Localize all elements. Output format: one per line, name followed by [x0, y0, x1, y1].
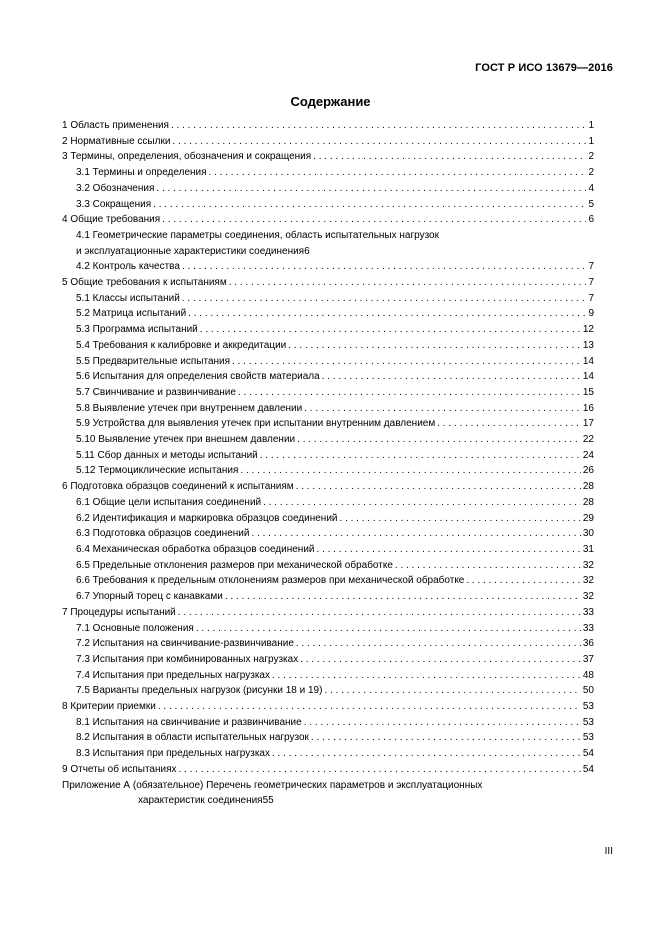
toc-entry-label: 6.6 Требования к предельным отклонениям размеров при механической обработке — [76, 575, 465, 587]
toc-entry-label: 6.3 Подготовка образцов соединений — [76, 528, 250, 540]
toc-entry[interactable] — [62, 291, 594, 307]
toc-leader-dots — [182, 291, 587, 307]
toc-entry[interactable] — [62, 479, 594, 495]
toc-entry-label: 3 Термины, определения, обозначения и сокращения — [62, 151, 312, 163]
toc-entry-page: 54 — [582, 763, 594, 775]
toc-entry[interactable] — [62, 762, 594, 778]
toc-entry[interactable] — [62, 432, 594, 448]
toc-leader-dots — [209, 165, 587, 181]
toc-entry-page: 2 — [588, 167, 594, 179]
toc-entry-label: 6.5 Предельные отклонения размеров при механической обработке — [76, 559, 393, 571]
toc-entry[interactable] — [62, 448, 594, 464]
toc-entry-page: 30 — [582, 528, 594, 540]
toc-entry-page: 54 — [582, 748, 594, 760]
page-title: Содержание — [290, 94, 371, 109]
toc-entry-label: 5.2 Матрица испытаний — [76, 308, 187, 320]
toc-entry-label: 7.3 Испытания при комбинированных нагрузках — [76, 653, 299, 665]
toc-entry-label: 2 Нормативные ссылки — [62, 135, 171, 147]
toc-entry-label: 5.6 Испытания для определения свойств материала — [76, 371, 320, 383]
toc-entry-page: 55 — [262, 795, 274, 807]
toc-leader-dots — [297, 432, 581, 448]
toc-entry[interactable] — [62, 306, 594, 322]
toc-entry-page: 28 — [582, 496, 594, 508]
toc-leader-dots — [311, 730, 581, 746]
toc-entry-label: 5 Общие требования к испытаниям — [62, 277, 227, 289]
toc-entry-label: 5.10 Выявление утечек при внешнем давлении — [76, 434, 296, 446]
toc-leader-dots — [178, 605, 581, 621]
toc-entry-label: 3.1 Термины и определения — [76, 167, 207, 179]
toc-leader-dots — [437, 416, 581, 432]
toc-entry-label: 8.1 Испытания на свинчивание и развинчивание — [76, 716, 302, 728]
toc-entry[interactable] — [62, 275, 594, 291]
toc-entry-page: 15 — [582, 386, 594, 398]
toc-leader-dots — [313, 149, 586, 165]
toc-entry-page: 33 — [582, 606, 594, 618]
toc-entry-label: 4.2 Контроль качества — [76, 261, 180, 273]
toc-entry[interactable] — [62, 463, 594, 479]
toc-entry[interactable] — [62, 118, 594, 134]
toc-entry[interactable] — [62, 511, 594, 527]
toc-entry[interactable] — [62, 212, 594, 228]
toc-entry-page: 5 — [588, 198, 594, 210]
toc-entry-label: 6.4 Механическая обработка образцов соединений — [76, 543, 315, 555]
toc-entry-label: 7.5 Варианты предельных нагрузок (рисунки 18 и 19) — [76, 685, 323, 697]
toc-entry[interactable] — [62, 165, 594, 181]
toc-entry-page: 6 — [588, 214, 594, 226]
toc-entry-page: 33 — [582, 622, 594, 634]
toc-leader-dots — [156, 181, 586, 197]
toc-entry[interactable] — [62, 495, 594, 511]
toc-entry-page: 37 — [582, 653, 594, 665]
toc-leader-dots — [324, 683, 580, 699]
toc-entry[interactable] — [62, 683, 594, 699]
toc-entry-page: 32 — [582, 559, 594, 571]
toc-leader-dots — [238, 385, 581, 401]
toc-entry-appendix[interactable] — [62, 778, 594, 809]
toc-entry[interactable] — [62, 621, 594, 637]
toc-entry[interactable] — [62, 416, 594, 432]
toc-entry-label: 8.2 Испытания в области испытательных нагрузок — [76, 732, 309, 744]
toc-entry[interactable] — [62, 354, 594, 370]
page-number: III — [604, 846, 613, 857]
toc-entry-label-line2: характеристик соединения — [138, 795, 263, 807]
toc-entry-label: 1 Область применения — [62, 120, 169, 131]
toc-leader-dots — [162, 212, 586, 228]
document-header: ГОСТ Р ИСО 13679—2016 — [475, 62, 613, 74]
toc-entry[interactable] — [62, 385, 594, 401]
toc-entry-label: 3.3 Сокращения — [76, 198, 152, 210]
toc-entry[interactable] — [62, 605, 594, 621]
toc-entry-page: 17 — [582, 418, 594, 430]
toc-leader-dots — [229, 275, 587, 291]
toc-leader-dots — [272, 746, 581, 762]
toc-leader-dots — [340, 511, 581, 527]
toc-entry-page: 1 — [588, 120, 594, 131]
toc-entry-page: 28 — [582, 481, 594, 493]
toc-entry-page: 53 — [582, 701, 594, 713]
toc-entry-label: 7.4 Испытания при предельных нагрузках — [76, 669, 270, 681]
toc-entry[interactable] — [62, 730, 594, 746]
toc-entry-page: 36 — [582, 638, 594, 650]
table-of-contents — [62, 118, 594, 809]
toc-entry[interactable] — [62, 558, 594, 574]
toc-leader-dots — [182, 259, 586, 275]
toc-leader-dots — [317, 542, 581, 558]
toc-entry-page: 9 — [588, 308, 594, 320]
toc-entry[interactable] — [62, 401, 594, 417]
toc-entry-label: 5.5 Предварительные испытания — [76, 355, 231, 367]
toc-leader-dots — [322, 369, 581, 385]
toc-entry[interactable] — [62, 149, 594, 165]
toc-entry[interactable] — [62, 134, 594, 150]
toc-leader-dots — [225, 589, 581, 605]
toc-entry-page: 6 — [304, 245, 310, 257]
toc-entry-label: 5.3 Программа испытаний — [76, 324, 198, 336]
toc-entry-label: 5.11 Сбор данных и методы испытаний — [76, 449, 258, 461]
toc-entry-page: 14 — [582, 355, 594, 367]
toc-leader-dots — [300, 652, 581, 668]
toc-entry-page: 32 — [582, 575, 594, 587]
toc-entry-label: 6.2 Идентификация и маркировка образцов соединений — [76, 512, 338, 524]
toc-entry[interactable] — [62, 573, 594, 589]
toc-entry[interactable] — [62, 668, 594, 684]
toc-entry-label-line1: 4.1 Геометрические параметры соединения, область испытательных нагрузок — [76, 229, 439, 241]
toc-entry[interactable] — [62, 322, 594, 338]
toc-entry-page: 22 — [582, 434, 594, 446]
toc-entry[interactable] — [62, 652, 594, 668]
toc-leader-dots — [171, 118, 586, 134]
toc-entry[interactable] — [62, 259, 594, 275]
toc-entry-page: 7 — [588, 292, 594, 304]
toc-entry-page: 48 — [582, 669, 594, 681]
toc-leader-dots — [196, 621, 581, 637]
toc-entry-page: 50 — [582, 685, 594, 697]
toc-leader-dots — [296, 479, 581, 495]
toc-entry-page: 16 — [582, 402, 594, 414]
toc-leader-dots — [251, 526, 580, 542]
toc-entry[interactable] — [62, 589, 594, 605]
toc-entry[interactable] — [62, 197, 594, 213]
toc-entry[interactable] — [62, 715, 594, 731]
toc-leader-dots — [304, 401, 581, 417]
toc-entry[interactable] — [62, 228, 594, 259]
toc-leader-dots — [179, 762, 581, 778]
toc-entry-label: 6.7 Упорный торец с канавками — [76, 591, 223, 603]
toc-leader-dots — [153, 197, 586, 213]
toc-entry-label: 5.4 Требования к калибровке и аккредитации — [76, 339, 287, 351]
toc-entry-label: 7 Процедуры испытаний — [62, 606, 176, 618]
toc-entry[interactable] — [62, 181, 594, 197]
toc-entry-label: 8 Критерии приемки — [62, 701, 156, 713]
toc-entry-label: 7.1 Основные положения — [76, 622, 194, 634]
toc-entry-page: 24 — [582, 449, 594, 461]
toc-entry-label-line2: и эксплуатационные характеристики соединения — [76, 245, 305, 257]
toc-entry-page: 7 — [588, 261, 594, 273]
toc-leader-dots — [296, 636, 581, 652]
toc-entry-label: 8.3 Испытания при предельных нагрузках — [76, 748, 270, 760]
toc-entry-page: 7 — [588, 277, 594, 289]
toc-entry-label: 6.1 Общие цели испытания соединений — [76, 496, 262, 508]
toc-leader-dots — [240, 463, 580, 479]
toc-leader-dots — [395, 558, 581, 574]
toc-entry[interactable] — [62, 636, 594, 652]
toc-entry-label: 5.7 Свинчивание и развинчивание — [76, 386, 236, 398]
toc-entry-page: 53 — [582, 732, 594, 744]
toc-entry[interactable] — [62, 542, 594, 558]
toc-entry-page: 31 — [582, 543, 594, 555]
toc-entry-label-line1: Приложение А (обязательное) Перечень геометрических параметров и эксплуатационных — [62, 779, 483, 791]
toc-entry[interactable] — [62, 699, 594, 715]
toc-entry[interactable] — [62, 338, 594, 354]
toc-entry-page: 13 — [582, 339, 594, 351]
toc-leader-dots — [188, 306, 586, 322]
toc-entry-page: 1 — [588, 135, 594, 147]
toc-entry-label: 5.8 Выявление утечек при внутреннем давлении — [76, 402, 303, 414]
toc-entry-page: 29 — [582, 512, 594, 524]
toc-leader-dots — [288, 338, 581, 354]
toc-leader-dots — [232, 354, 581, 370]
toc-entry[interactable] — [62, 746, 594, 762]
toc-entry-page: 14 — [582, 371, 594, 383]
toc-entry-page: 12 — [582, 324, 594, 336]
toc-entry-page: 32 — [582, 591, 594, 603]
toc-leader-dots — [263, 495, 581, 511]
toc-leader-dots — [158, 699, 581, 715]
toc-entry-label: 5.12 Термоциклические испытания — [76, 465, 239, 477]
toc-entry-page: 53 — [582, 716, 594, 728]
toc-entry-label: 9 Отчеты об испытаниях — [62, 763, 177, 775]
toc-entry-page: 4 — [588, 182, 594, 194]
toc-entry-label: 3.2 Обозначения — [76, 182, 155, 194]
toc-leader-dots — [172, 134, 586, 150]
toc-entry-label: 4 Общие требования — [62, 214, 161, 226]
toc-leader-dots — [304, 715, 581, 731]
toc-entry-label: 7.2 Испытания на свинчивание-развинчивание — [76, 638, 294, 650]
toc-entry[interactable] — [62, 526, 594, 542]
toc-entry-page: 26 — [582, 465, 594, 477]
toc-leader-dots — [200, 322, 581, 338]
toc-leader-dots — [466, 573, 581, 589]
toc-entry-label: 6 Подготовка образцов соединений к испытаниям — [62, 481, 294, 493]
toc-leader-dots — [260, 448, 581, 464]
toc-entry-label: 5.1 Классы испытаний — [76, 292, 180, 304]
toc-entry-page: 2 — [588, 151, 594, 163]
toc-leader-dots — [272, 668, 581, 684]
toc-entry-label: 5.9 Устройства для выявления утечек при испытании внутренним давлением — [76, 418, 436, 430]
toc-entry[interactable] — [62, 369, 594, 385]
